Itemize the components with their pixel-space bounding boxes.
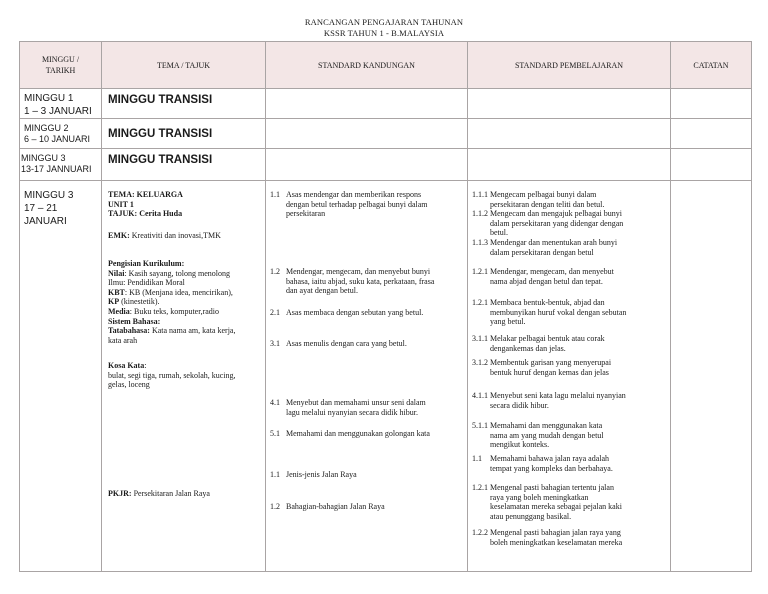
sk-item-text [286,429,463,439]
week-date-start: 17 – 21 [24,203,58,214]
kbt-label: KBT [108,287,125,297]
tatabahasa-value-2: kata arah [108,335,138,345]
emk-value: Kreativiti dan inovasi,TMK [131,231,221,240]
sp-item-line: membunyikan huruf vokal dengan sebutan [490,307,627,317]
title-line-1: RANCANGAN PENGAJARAN TAHUNAN [304,17,464,27]
catatan-cell [671,119,752,149]
sp-item-line: betul. [490,228,508,238]
emk-block [108,231,265,241]
sp-item-number: 3.1.1 [472,334,488,343]
sk-item-text [286,308,463,318]
kosa-kata-list-1: bulat, segi tiga, rumah, sekolah, kucing, [108,370,236,380]
sp-item-line: Membaca bentuk-bentuk, abjad dan [490,298,605,307]
sp-item-line: tempat yang kompleks dan berbahaya. [490,463,613,473]
sp-item-number: 1.1 [472,454,482,463]
sp-item-text [490,391,666,410]
table-row [20,119,752,149]
sp-item-line: dengankemas dan jelas. [490,343,566,353]
sk-item-line: Mendengar, mengecam, dan menyebut bunyi [286,267,431,276]
tema-label: TEMA: [108,190,135,199]
sk-item-line: dengan betul terhadap pelbagai bunyi dalam [286,199,428,209]
week-label: MINGGU 3 [24,190,74,201]
sp-item-line: persekitaran dengan teliti dan betul. [490,199,605,209]
sp-item-line: dalam persekitaran yang didengar dengan [490,218,624,228]
document-title [0,17,768,39]
sp-item-line: nama am yang mudah dengan betul [490,430,604,440]
sp-item-line: yang betul. [490,317,526,327]
tema-cell [102,149,266,181]
sp-item-text [490,267,666,286]
sk-item-text [286,502,463,512]
sk-item-text [286,339,463,349]
sk-item-line: persekitaran [286,209,326,219]
rpt-table [19,41,752,572]
emk-label: EMK: [108,231,130,240]
sk-cell [266,119,468,149]
sp-item-line: boleh meningkatkan keselamatan mereka [490,537,623,547]
sk-item-number: 1.2 [270,502,280,511]
sp-item-text [490,190,666,209]
sp-item-line: Memahami dan menggunakan kata [490,421,603,430]
sp-item-number: 1.1.1 [472,190,488,199]
sp-item-line: Mengecam dan mengajuk pelbagai bunyi [490,209,622,218]
week-label: MINGGU 2 [24,123,69,133]
sp-item-line: Mengecam pelbagai bunyi dalam [490,190,597,199]
sp-item-line: Mendengar dan menentukan arah bunyi [490,238,618,247]
header-sp: STANDARD PEMBELAJARAN [468,42,671,89]
sp-item-text [490,209,666,238]
sp-cell [468,89,671,119]
week-date-month: JANUARI [24,216,67,227]
sk-item-number: 5.1 [270,429,280,438]
title-line-2: KSSR TAHUN 1 - B.MALAYSIA [323,28,445,38]
table-row [20,149,752,181]
sk-item-text [286,470,463,480]
sp-item-line: bentuk huruf dengan kemas dan jelas [490,367,609,377]
tema-value: KELUARGA [136,190,183,199]
sp-item-text [490,528,666,547]
sk-item-number: 1.2 [270,267,280,276]
sk-item-number: 2.1 [270,308,280,317]
sk-cell [266,149,468,181]
tema-cell [102,89,266,119]
media-label: Media [108,306,130,316]
sp-item-line: nama abjad dengan betul dan tepat. [490,276,603,286]
header-catatan: CATATAN [671,42,752,89]
sp-item-text [490,483,666,521]
header-minggu [20,42,102,89]
sp-item-line: Memahami bahawa jalan raya adalah [490,454,610,463]
sp-item-line: Membentuk garisan yang menyerupai [490,358,612,367]
sp-item-number: 1.2.1 [472,267,488,276]
nilai-label: Nilai [108,268,125,278]
table-row [20,181,752,572]
table-row [20,89,752,119]
sp-item-number: 3.1.2 [472,358,488,367]
tema-block [108,190,265,219]
sk-item-number: 1.1 [270,190,280,199]
week-cell [20,149,102,181]
sk-cell [266,89,468,119]
kosa-kata-block [108,361,265,390]
sp-item-number: 4.1.1 [472,391,488,400]
sp-item-number: 1.2.1 [472,483,488,492]
sp-item-line: Mengenal pasti bahagian tertentu jalan [490,483,614,492]
sp-detail-cell [468,181,671,572]
sk-item-line: dan ayat dengan betul. [286,286,358,296]
sk-item-line: Menyebut dan memahami unsur seni dalam [286,398,426,407]
sp-item-text [490,454,666,473]
sp-item-text [490,421,666,450]
header-minggu-line2: TARIKH [45,66,76,75]
tajuk-value: Cerita Huda [139,209,183,219]
tema-text: MINGGU TRANSISI [108,128,213,140]
sk-detail-cell [266,181,468,572]
unit-label: UNIT 1 [108,199,134,209]
sp-item-line: dalam persekitaran dengan betul [490,247,594,257]
sp-item-number: 5.1.1 [472,421,488,430]
sp-cell [468,149,671,181]
sk-item-number: 3.1 [270,339,280,348]
tajuk-label: TAJUK: [108,209,138,219]
sk-item-text [286,190,463,219]
sp-cell [468,119,671,149]
pkjr-value: Persekitaran Jalan Raya [131,489,210,498]
ilmu-text: Ilmu: Pendidikan Moral [108,278,185,288]
tema-cell [102,119,266,149]
media-value: : Buku teks, komputer,radio [129,306,220,316]
nilai-value: : Kasih sayang, tolong menolong [124,268,230,278]
week-date: 13-17 JANNUARI [21,164,92,174]
header-minggu-line1: MINGGU / [41,55,80,64]
sk-item-number: 1.1 [270,470,280,479]
header-sk: STANDARD KANDUNGAN [266,42,468,89]
sk-item-line: Asas mendengar dan memberikan respons [286,190,422,199]
tatabahasa-value: Kata nama am, kata kerja, [149,326,236,336]
sp-item-text [490,238,666,257]
sp-item-line: Mengenal pasti bahagian jalan raya yang [490,528,621,537]
tema-text: MINGGU TRANSISI [108,154,213,166]
sp-item-line: mengikut konteks. [490,440,550,450]
sp-item-text [490,298,666,327]
header-row [20,42,752,89]
sp-item-line: raya yang boleh meningkatkan [490,492,589,502]
sp-item-text [490,334,666,353]
sistem-bahasa-label: Sistem Bahasa: [108,316,161,326]
sk-item-number: 4.1 [270,398,280,407]
kosa-kata-colon: : [144,361,147,370]
sp-item-text [490,358,666,377]
sp-item-line: secara didik hibur. [490,400,549,410]
sp-item-number: 1.1.3 [472,238,488,247]
sp-item-line: Menyebut seni kata lagu melalui nyanyian [490,391,626,400]
week-date: 1 – 3 JANUARI [24,106,92,117]
sp-item-number: 1.2.2 [472,528,488,537]
kbt-value: : KB (Menjana idea, mencirikan), [124,287,233,297]
sp-item-line: Melakar pelbagai bentuk atau corak [490,334,605,343]
sp-item-line: keselamatan mereka sebagai pejalan kaki [490,502,622,512]
sk-item-text [286,398,463,417]
kosa-kata-list-2: gelas, loceng [108,380,150,390]
sk-item-text [286,267,463,296]
catatan-cell [671,181,752,572]
week-cell [20,181,102,572]
sk-item-line: Asas menulis dengan cara yang betul. [286,339,407,348]
tatabahasa-label: Tatabahasa: [108,326,150,336]
week-cell [20,89,102,119]
kosa-kata-label: Kosa Kata [108,361,145,370]
sp-item-number: 1.2.1 [472,298,488,307]
sp-item-line: Mendengar, mengecam, dan menyebut [490,267,614,276]
sp-item-line: atau penunggang basikal. [490,511,572,521]
pkjr-block [108,489,265,499]
pengisian-block [108,259,265,345]
sk-item-line: Asas membaca dengan sebutan yang betul. [286,308,424,317]
sk-item-line: bahasa, iaitu abjad, suku kata, perkataan, frasa [286,276,435,286]
header-tema: TEMA / TAJUK [102,42,266,89]
sk-item-line: Memahami dan menggunakan golongan kata [286,429,430,438]
week-date: 6 – 10 JANUARI [24,134,91,144]
week-label: MINGGU 3 [21,153,66,163]
sk-item-line: lagu melalui nyanyian secara didik hibur. [286,407,418,417]
kp-value: (kinestetik). [119,297,160,307]
catatan-cell [671,149,752,181]
pengisian-label: Pengisian Kurikulum: [108,259,185,268]
pkjr-label: PKJR: [108,489,132,498]
week-label: MINGGU 1 [24,93,74,104]
kp-label: KP [108,297,120,307]
sk-item-line: Jenis-jenis Jalan Raya [286,470,357,479]
tema-text: MINGGU TRANSISI [108,94,213,106]
catatan-cell [671,89,752,119]
sk-item-line: Bahagian-bahagian Jalan Raya [286,502,385,511]
tema-detail-cell [102,181,266,572]
sp-item-number: 1.1.2 [472,209,488,218]
week-cell [20,119,102,149]
